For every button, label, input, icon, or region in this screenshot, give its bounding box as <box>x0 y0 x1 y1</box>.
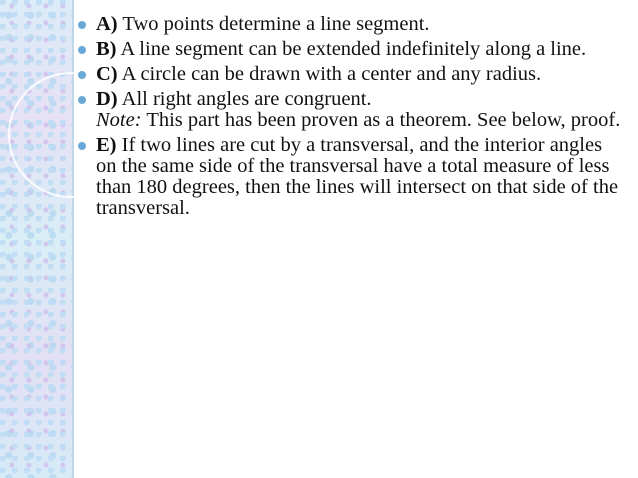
bullet-item <box>76 135 624 219</box>
bullet-note <box>96 110 624 131</box>
bullet-label: E) <box>96 134 117 156</box>
bullet-dot-icon <box>78 142 86 150</box>
bullet-item <box>76 14 624 35</box>
bullet-dot-icon <box>78 21 86 29</box>
bullet-label: D) <box>96 88 118 110</box>
bullet-dot-icon <box>78 71 86 79</box>
bullet-label: A) <box>96 13 118 35</box>
bullet-label: B) <box>96 38 117 60</box>
bullet-item <box>76 39 624 60</box>
note-label: Note: <box>96 109 142 131</box>
bullet-dot-icon <box>78 46 86 54</box>
note-text: This part has been proven as a theorem. See below, proof. <box>146 109 621 131</box>
bullet-item <box>76 64 624 85</box>
bullet-text: If two lines are cut by a transversal, and the interior angles on the same side of the transversal have a total measure of less than 180 degrees, then the lines will intersect on that side of the transversal. <box>96 134 619 219</box>
bullet-text: Two points determine a line segment. <box>122 13 430 35</box>
bullet-item <box>76 89 624 131</box>
slide-content <box>76 14 624 223</box>
bullet-text: A circle can be drawn with a center and any radius. <box>121 63 542 85</box>
bullet-text: A line segment can be extended indefinitely along a line. <box>120 38 587 60</box>
bullet-dot-icon <box>78 96 86 104</box>
bullet-label: C) <box>96 63 118 85</box>
bullet-text: All right angles are congruent. <box>121 88 372 110</box>
